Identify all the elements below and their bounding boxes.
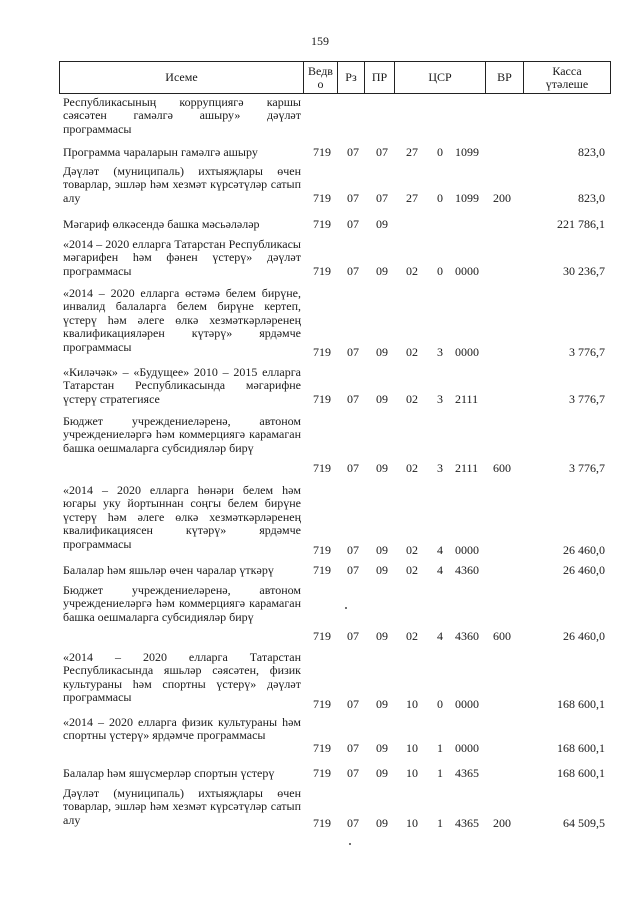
row-ved: 719 (313, 629, 331, 643)
row-sum: 30 236,7 (563, 264, 605, 278)
row-ved: 719 (313, 766, 331, 780)
row-pr: 09 (376, 629, 388, 643)
row-p3: 4360 (455, 629, 479, 643)
row-name: Балалар һәм яшүсмерләр спортын үстерү (63, 766, 275, 780)
row-pr: 09 (376, 345, 388, 359)
row-rz: 07 (347, 741, 359, 755)
row-name: «2014 – 2020 елларга Татарстан Республикасы мәгарифен һәм фәнен үстерү» дәүләт программасы (63, 237, 301, 278)
row-ved: 719 (313, 741, 331, 755)
row-ved: 719 (313, 563, 331, 577)
header-csr: ЦСР (394, 62, 485, 93)
row-p2: 1 (437, 816, 443, 830)
row-vr: 200 (493, 816, 511, 830)
header-rz: Рз (337, 62, 364, 93)
row-p3: 0000 (455, 345, 479, 359)
row-rz: 07 (347, 264, 359, 278)
row-p2: 0 (437, 145, 443, 159)
row-ved: 719 (313, 543, 331, 557)
row-pr: 09 (376, 697, 388, 711)
row-pr: 09 (376, 461, 388, 475)
row-ved: 719 (313, 697, 331, 711)
row-sum: 64 509,5 (563, 816, 605, 830)
row-pr: 09 (376, 563, 388, 577)
row-rz: 07 (347, 563, 359, 577)
row-p3: 0000 (455, 264, 479, 278)
row-name: Программа чараларын гамәлгә ашыру (63, 145, 258, 159)
row-p1: 10 (406, 741, 418, 755)
row-p3: 4365 (455, 816, 479, 830)
row-name: Балалар һәм яшьләр өчен чаралар үткәрү (63, 563, 274, 577)
row-p3: 4365 (455, 766, 479, 780)
row-pr: 09 (376, 543, 388, 557)
row-p2: 1 (437, 766, 443, 780)
table-header (59, 61, 611, 94)
row-ved: 719 (313, 191, 331, 205)
row-p1: 02 (406, 345, 418, 359)
row-p1: 02 (406, 563, 418, 577)
row-name: «2014 – 2020 елларга өстәмә белем бирүне, инвалид балаларга белем бирүне кертеп, үстерү һәм әлеге өлкә хезмәткәрләренең квалификацияләрен күтәрү» ярдәмче программасы (63, 286, 301, 354)
row-vr: 600 (493, 461, 511, 475)
scan-speck (345, 607, 347, 609)
row-p2: 0 (437, 191, 443, 205)
row-sum: 3 776,7 (569, 392, 605, 406)
row-p1: 27 (406, 145, 418, 159)
row-sum: 221 786,1 (557, 217, 605, 231)
row-rz: 07 (347, 217, 359, 231)
row-p3: 0000 (455, 543, 479, 557)
row-p2: 3 (437, 461, 443, 475)
row-p2: 0 (437, 697, 443, 711)
row-name: «2014 – 2020 елларга физик культураны һәм спортны үстерү» ярдәмче программасы (63, 715, 301, 743)
row-pr: 09 (376, 392, 388, 406)
row-p1: 10 (406, 766, 418, 780)
scan-speck (349, 843, 351, 845)
row-sum: 823,0 (578, 191, 605, 205)
row-sum: 3 776,7 (569, 345, 605, 359)
row-pr: 07 (376, 191, 388, 205)
row-ved: 719 (313, 264, 331, 278)
row-pr: 09 (376, 217, 388, 231)
row-pr: 09 (376, 741, 388, 755)
header-kassa: Касса үтәлеше (523, 62, 611, 93)
row-rz: 07 (347, 543, 359, 557)
row-p3: 0000 (455, 741, 479, 755)
row-p1: 02 (406, 392, 418, 406)
row-ved: 719 (313, 461, 331, 475)
page-number: 159 (311, 34, 329, 48)
header-pr: ПР (364, 62, 394, 93)
row-ved: 719 (313, 392, 331, 406)
row-rz: 07 (347, 629, 359, 643)
row-vr: 200 (493, 191, 511, 205)
row-name: Бюджет учреждениеләренә, автоном учреждениеләргә һәм коммерциягә карамаган башка оешмаларга субсидияләр бирү (63, 414, 301, 455)
row-sum: 168 600,1 (557, 766, 605, 780)
row-p3: 2111 (455, 392, 479, 406)
row-p1: 02 (406, 264, 418, 278)
row-p1: 10 (406, 697, 418, 711)
row-sum: 168 600,1 (557, 741, 605, 755)
row-name: Бюджет учреждениеләренә, автоном учреждениеләргә һәм коммерциягә карамаган башка оешмаларга субсидияләр бирү (63, 583, 301, 624)
row-pr: 07 (376, 145, 388, 159)
row-p3: 1099 (455, 145, 479, 159)
row-pr: 09 (376, 816, 388, 830)
row-sum: 168 600,1 (557, 697, 605, 711)
row-p1: 27 (406, 191, 418, 205)
row-p2: 3 (437, 345, 443, 359)
row-name: Дәүләт (муниципаль) ихтыяҗлары өчен товарлар, эшләр һәм хезмәт күрсәтүләр сатып алу (63, 786, 301, 827)
row-name: «2014 – 2020 елларга һөнәри белем һәм югары уку йортыннан соңгы белем бирүне үстерү һәм әлеге өлкә хезмәткәрләренең квалификациясен күтәрү» ярдәмче программасы (63, 483, 301, 551)
row-rz: 07 (347, 766, 359, 780)
row-name: Дәүләт (муниципаль) ихтыяҗлары өчен товарлар, эшләр һәм хезмәт күрсәтүләр сатып алу (63, 164, 301, 205)
row-rz: 07 (347, 461, 359, 475)
header-ved: Ведво (303, 62, 337, 93)
row-p1: 10 (406, 816, 418, 830)
row-sum: 26 460,0 (563, 563, 605, 577)
row-sum: 26 460,0 (563, 543, 605, 557)
row-ved: 719 (313, 345, 331, 359)
header-vr: ВР (485, 62, 523, 93)
row-sum: 823,0 (578, 145, 605, 159)
row-name: «2014 – 2020 елларга Татарстан Республикасында яшьләр сәясәтен, физик культураны һәм спортны үстерү» дәүләт программасы (63, 650, 301, 705)
row-rz: 07 (347, 392, 359, 406)
row-p3: 1099 (455, 191, 479, 205)
row-p1: 02 (406, 629, 418, 643)
row-rz: 07 (347, 345, 359, 359)
row-p2: 4 (437, 629, 443, 643)
row-p2: 4 (437, 543, 443, 557)
row-p3: 0000 (455, 697, 479, 711)
row-rz: 07 (347, 191, 359, 205)
row-p1: 02 (406, 461, 418, 475)
row-p2: 0 (437, 264, 443, 278)
row-sum: 3 776,7 (569, 461, 605, 475)
row-ved: 719 (313, 816, 331, 830)
row-name: Мәгариф өлкәсендә башка мәсьәләләр (63, 217, 260, 231)
row-rz: 07 (347, 697, 359, 711)
header-name: Исеме (59, 62, 303, 93)
row-name: Республикасының коррупциягә каршы сәясәтен гамәлгә ашыру» дәүләт программасы (63, 95, 301, 136)
row-sum: 26 460,0 (563, 629, 605, 643)
row-rz: 07 (347, 816, 359, 830)
row-p2: 4 (437, 563, 443, 577)
row-p2: 1 (437, 741, 443, 755)
row-p3: 2111 (455, 461, 479, 475)
row-ved: 719 (313, 145, 331, 159)
row-name: «Киләчәк» – «Будущее» 2010 – 2015 елларга Татарстан Республикасында мәгарифне үстерү стратегиясе (63, 365, 301, 406)
row-rz: 07 (347, 145, 359, 159)
row-pr: 09 (376, 264, 388, 278)
row-p1: 02 (406, 543, 418, 557)
row-ved: 719 (313, 217, 331, 231)
row-pr: 09 (376, 766, 388, 780)
row-p3: 4360 (455, 563, 479, 577)
row-vr: 600 (493, 629, 511, 643)
row-p2: 3 (437, 392, 443, 406)
